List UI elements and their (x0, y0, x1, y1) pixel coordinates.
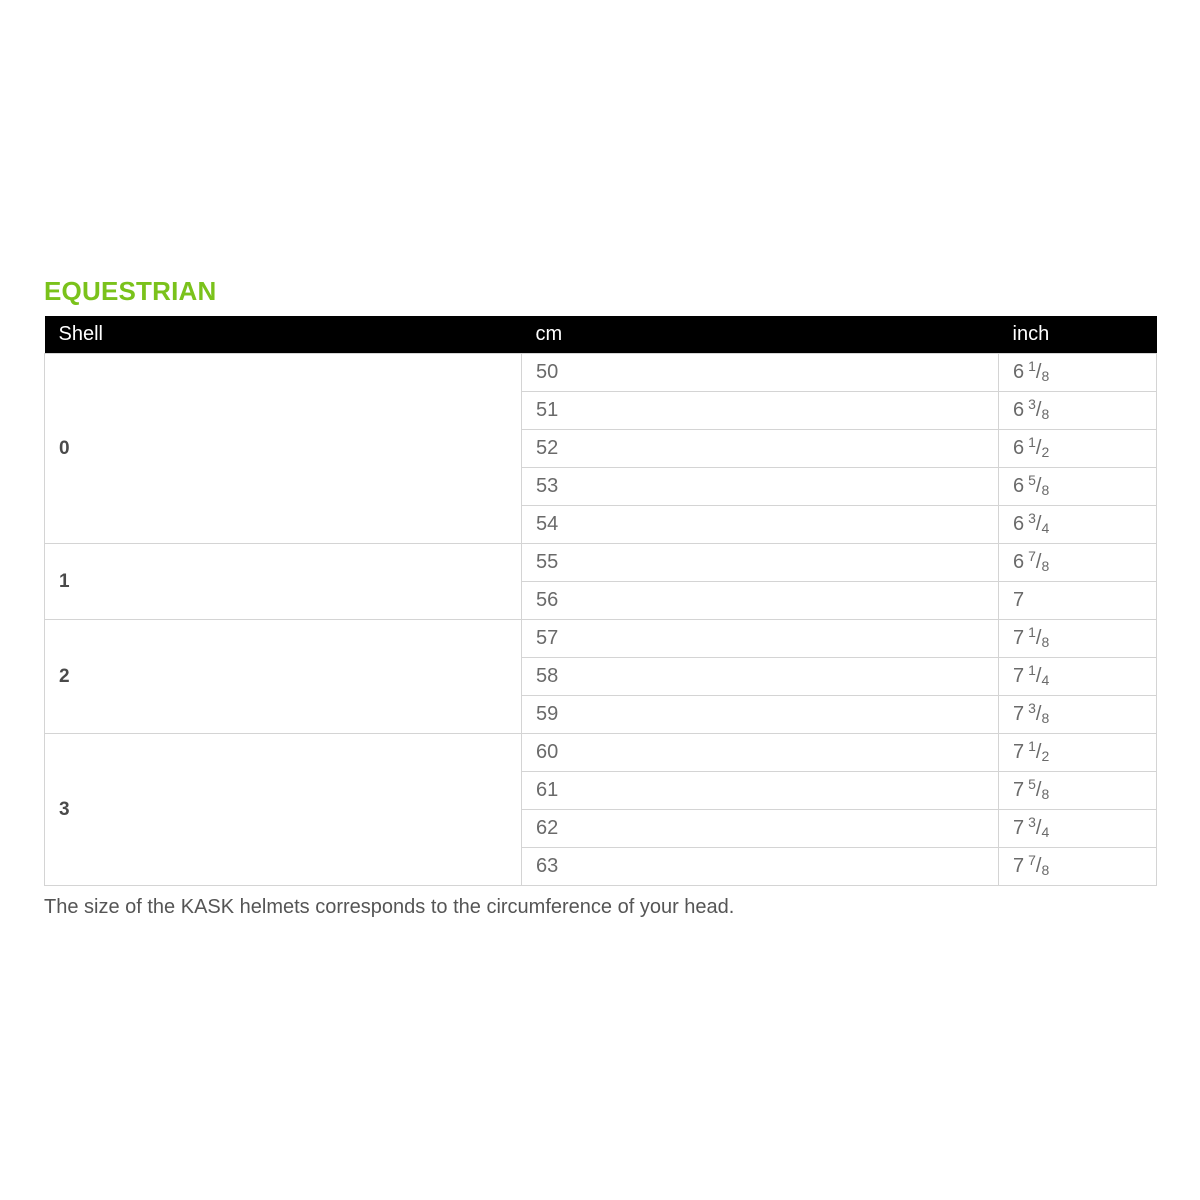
fraction-numerator: 1 (1028, 624, 1036, 640)
table-header (45, 316, 1157, 354)
fraction-numerator: 1 (1028, 434, 1036, 450)
fraction-slash: / (1035, 513, 1042, 535)
fraction-denominator: 8 (1041, 634, 1050, 650)
section-title: EQUESTRIAN (44, 276, 217, 306)
inch-whole: 7 (1013, 589, 1025, 611)
inch-whole: 7 (1013, 779, 1025, 801)
footnote: The size of the KASK helmets corresponds to the circumference of your head. (44, 896, 735, 918)
fraction-numerator: 7 (1028, 852, 1036, 868)
fraction-denominator: 8 (1041, 482, 1050, 498)
inch-cell (999, 772, 1157, 810)
fraction-numerator: 1 (1028, 662, 1036, 678)
header-row (45, 316, 1157, 354)
inch-cell (999, 848, 1157, 886)
fraction-slash: / (1035, 399, 1042, 421)
cm-cell: 61 (522, 772, 999, 810)
cm-cell: 50 (522, 354, 999, 392)
table-row (45, 734, 1157, 772)
fraction-slash: / (1035, 665, 1042, 687)
fraction-slash: / (1035, 361, 1042, 383)
cm-cell: 54 (522, 506, 999, 544)
cm-cell: 63 (522, 848, 999, 886)
table-row (45, 620, 1157, 658)
fraction-numerator: 3 (1028, 700, 1036, 716)
cm-cell: 53 (522, 468, 999, 506)
fraction-slash: / (1035, 779, 1042, 801)
fraction-numerator: 3 (1028, 396, 1036, 412)
fraction-numerator: 1 (1028, 738, 1036, 754)
header-cm: cm (522, 316, 999, 354)
inch-cell (999, 696, 1157, 734)
inch-cell (999, 544, 1157, 582)
fraction-slash: / (1035, 627, 1042, 649)
header-inch: inch (999, 316, 1157, 354)
fraction-numerator: 3 (1028, 814, 1036, 830)
header-shell: Shell (45, 316, 522, 354)
inch-cell (999, 354, 1157, 392)
inch-whole: 7 (1013, 703, 1025, 725)
table-row (45, 544, 1157, 582)
fraction-denominator: 8 (1041, 368, 1050, 384)
shell-size-cell: 1 (45, 544, 522, 620)
fraction-denominator: 4 (1041, 672, 1050, 688)
cm-cell: 59 (522, 696, 999, 734)
shell-size-cell: 3 (45, 734, 522, 886)
inch-whole: 7 (1013, 665, 1025, 687)
inch-whole: 6 (1013, 361, 1025, 383)
fraction-denominator: 4 (1041, 824, 1050, 840)
fraction-numerator: 3 (1028, 510, 1036, 526)
inch-cell (999, 468, 1157, 506)
inch-cell (999, 620, 1157, 658)
fraction-slash: / (1035, 817, 1042, 839)
cm-cell: 57 (522, 620, 999, 658)
cm-cell: 58 (522, 658, 999, 696)
fraction-denominator: 8 (1041, 558, 1050, 574)
inch-whole: 6 (1013, 475, 1025, 497)
fraction-denominator: 8 (1041, 862, 1050, 878)
inch-cell (999, 658, 1157, 696)
fraction-slash: / (1035, 475, 1042, 497)
fraction-denominator: 8 (1041, 786, 1050, 802)
inch-whole: 7 (1013, 741, 1025, 763)
fraction-slash: / (1035, 741, 1042, 763)
fraction-denominator: 4 (1041, 520, 1050, 536)
shell-size-cell: 2 (45, 620, 522, 734)
inch-cell (999, 734, 1157, 772)
inch-whole: 6 (1013, 437, 1025, 459)
shell-size-cell: 0 (45, 354, 522, 544)
inch-whole: 7 (1013, 627, 1025, 649)
inch-whole: 6 (1013, 551, 1025, 573)
table-row (45, 354, 1157, 392)
fraction-slash: / (1035, 551, 1042, 573)
inch-whole: 7 (1013, 817, 1025, 839)
inch-whole: 6 (1013, 399, 1025, 421)
fraction-numerator: 5 (1028, 472, 1036, 488)
fraction-slash: / (1035, 437, 1042, 459)
cm-cell: 52 (522, 430, 999, 468)
cm-cell: 60 (522, 734, 999, 772)
fraction-slash: / (1035, 855, 1042, 877)
fraction-denominator: 2 (1041, 748, 1050, 764)
inch-cell (999, 810, 1157, 848)
cm-cell: 51 (522, 392, 999, 430)
inch-cell (999, 506, 1157, 544)
fraction-denominator: 8 (1041, 406, 1050, 422)
cm-cell: 55 (522, 544, 999, 582)
inch-cell (999, 392, 1157, 430)
size-chart-table (44, 316, 1157, 886)
fraction-denominator: 8 (1041, 710, 1050, 726)
table-body (45, 354, 1157, 886)
fraction-numerator: 5 (1028, 776, 1036, 792)
inch-whole: 7 (1013, 855, 1025, 877)
fraction-numerator: 1 (1028, 358, 1036, 374)
fraction-denominator: 2 (1041, 444, 1050, 460)
fraction-slash: / (1035, 703, 1042, 725)
inch-whole: 6 (1013, 513, 1025, 535)
inch-cell (999, 582, 1157, 620)
fraction-numerator: 7 (1028, 548, 1036, 564)
cm-cell: 62 (522, 810, 999, 848)
inch-cell (999, 430, 1157, 468)
cm-cell: 56 (522, 582, 999, 620)
